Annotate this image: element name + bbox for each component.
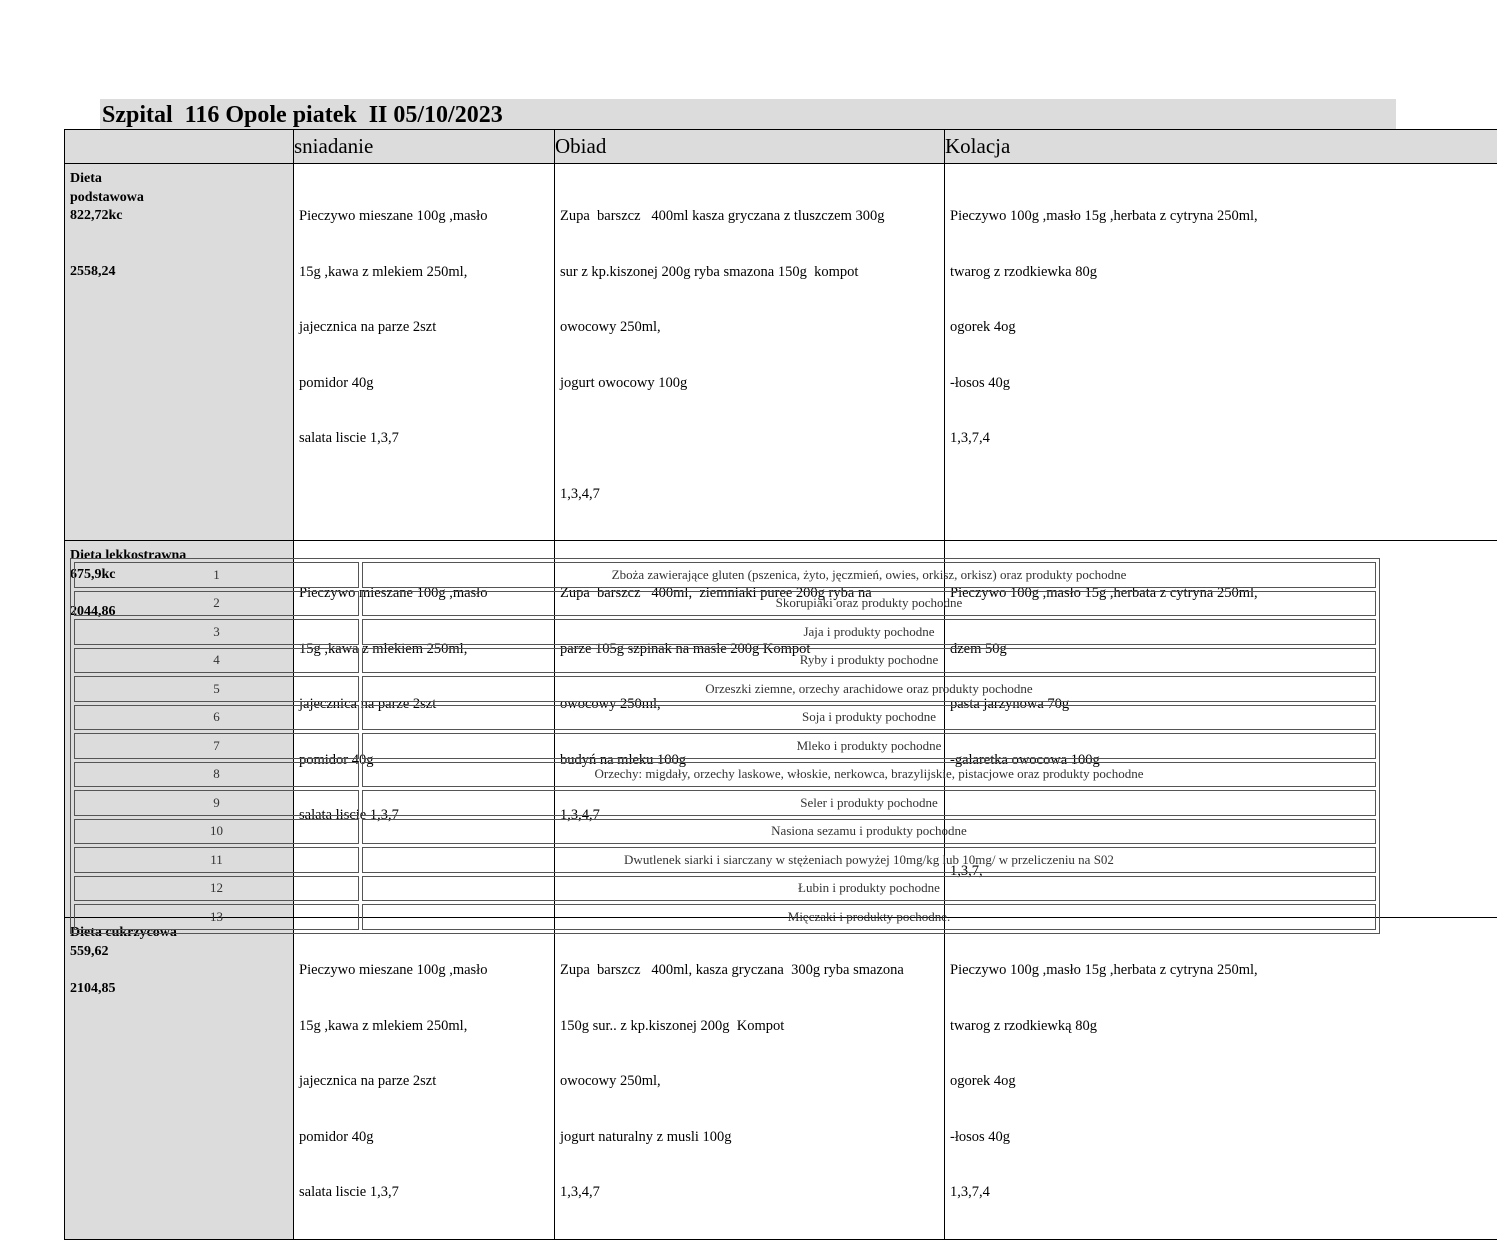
allergen-description: Zboża zawierające gluten (pszenica, żyto, jęczmień, owies, orkisz, orkisz) oraz produkty pochodne xyxy=(362,562,1376,588)
meal-line: budyń na mleku 100g xyxy=(560,751,941,770)
meal-line: jogurt naturalny z musli 100g xyxy=(560,1128,941,1147)
meal-line: salata liscie 1,3,7 xyxy=(299,1183,551,1202)
meal-line: 15g ,kawa z mlekiem 250ml, xyxy=(299,263,551,282)
diet-value: 2044,86 xyxy=(70,603,289,622)
menu-header-kolacja: Kolacja xyxy=(945,130,1497,164)
allergen-number: 3 xyxy=(74,619,359,645)
menu-row-podstawowa xyxy=(65,164,1497,541)
meal-line: twarog z rzodkiewką 80g xyxy=(950,1017,1494,1036)
menu-row-cukrzycowa xyxy=(65,918,1497,1240)
meal-line: pomidor 40g xyxy=(299,374,551,393)
allergen-number: 7 xyxy=(74,733,359,759)
diet-gap xyxy=(70,244,289,263)
allergen-description: Mleko i produkty pochodne xyxy=(362,733,1376,759)
allergen-number: 6 xyxy=(74,705,359,731)
kolacja-cell xyxy=(945,918,1497,1240)
allergen-row xyxy=(74,562,1376,588)
menu-header-obiad: Obiad xyxy=(555,130,945,164)
meal-line: 15g ,kawa z mlekiem 250ml, xyxy=(299,640,551,659)
allergen-number: 11 xyxy=(74,847,359,873)
allergen-table-body xyxy=(74,562,1376,930)
allergen-description: Seler i produkty pochodne xyxy=(362,790,1376,816)
meal-line: owocowy 250ml, xyxy=(560,695,941,714)
allergen-row xyxy=(74,619,1376,645)
meal-line: parze 105g szpinak na masle 200g Kompot xyxy=(560,640,941,659)
meal-line: Pieczywo mieszane 100g ,masło xyxy=(299,961,551,980)
diet-cell xyxy=(65,164,294,541)
meal-line: -galaretka owocowa 100g xyxy=(950,751,1494,770)
title-bar xyxy=(100,99,1396,129)
sniadanie-cell xyxy=(294,918,555,1240)
allergen-row xyxy=(74,847,1376,873)
allergen-row xyxy=(74,676,1376,702)
sniadanie-cell xyxy=(294,164,555,541)
allergen-description: Nasiona sezamu i produkty pochodne xyxy=(362,819,1376,845)
allergen-description: Skorupiaki oraz produkty pochodne xyxy=(362,591,1376,617)
meal-line: jajecznica na parze 2szt xyxy=(299,318,551,337)
meal-line: jajecznica na parze 2szt xyxy=(299,695,551,714)
meal-line: twarog z rzodkiewka 80g xyxy=(950,263,1494,282)
meal-line: Zupa barszcz 400ml kasza gryczana z tluszczem 300g xyxy=(560,207,941,226)
meal-line: 15g ,kawa z mlekiem 250ml, xyxy=(299,1017,551,1036)
allergen-row xyxy=(74,762,1376,788)
allergen-number: 13 xyxy=(74,904,359,930)
meal-line: Pieczywo 100g ,masło 15g ,herbata z cytryna 250ml, xyxy=(950,207,1494,226)
obiad-cell xyxy=(555,164,945,541)
allergen-number: 4 xyxy=(74,648,359,674)
diet-gap xyxy=(70,226,289,245)
meal-line: Pieczywo mieszane 100g ,masło xyxy=(299,584,551,603)
diet-value: 2104,85 xyxy=(70,980,289,999)
allergen-row xyxy=(74,648,1376,674)
allergen-description: Mięczaki i produkty pochodne. xyxy=(362,904,1376,930)
meal-line: pomidor 40g xyxy=(299,751,551,770)
allergen-description: Soja i produkty pochodne xyxy=(362,705,1376,731)
meal-line: ogorek 4og xyxy=(950,1072,1494,1091)
allergen-row xyxy=(74,790,1376,816)
menu-header-sniadanie: sniadanie xyxy=(294,130,555,164)
meal-line: pasta jarzynowa 70g xyxy=(950,695,1494,714)
diet-gap xyxy=(70,961,289,980)
diet-line: Dieta lekkostrawna xyxy=(70,547,289,566)
diet-line: Dieta cukrzycowa xyxy=(70,924,289,943)
meal-line: Pieczywo mieszane 100g ,masło xyxy=(299,207,551,226)
diet-line: Dieta xyxy=(70,170,289,189)
allergen-description: Łubin i produkty pochodne xyxy=(362,876,1376,902)
meal-line: dzem 50g xyxy=(950,640,1494,659)
allergen-row xyxy=(74,876,1376,902)
allergen-row xyxy=(74,904,1376,930)
allergen-description: Orzechy: migdały, orzechy laskowe, włoskie, nerkowca, brazylijskie, pistacjowe oraz produkty pochodne xyxy=(362,762,1376,788)
diet-kcal: 822,72kc xyxy=(70,207,289,226)
allergen-codes: 1,3,4,7 xyxy=(560,806,941,825)
diet-kcal: 559,62 xyxy=(70,943,289,962)
allergen-description: Orzeszki ziemne, orzechy arachidowe oraz produkty pochodne xyxy=(362,676,1376,702)
menu-header-diet xyxy=(65,130,294,164)
allergen-number: 1 xyxy=(74,562,359,588)
meal-line: Pieczywo 100g ,masło 15g ,herbata z cytryna 250ml, xyxy=(950,584,1494,603)
allergen-number: 9 xyxy=(74,790,359,816)
meal-line: salata liscie 1,3,7 xyxy=(299,429,551,448)
allergen-row xyxy=(74,591,1376,617)
allergen-row xyxy=(74,819,1376,845)
meal-line: owocowy 250ml, xyxy=(560,1072,941,1091)
allergen-codes: 1,3,4,7 xyxy=(560,485,941,504)
allergen-codes: 1,3,4,7 xyxy=(560,1183,941,1202)
meal-gap xyxy=(560,429,941,448)
meal-line: Zupa barszcz 400ml, ziemniaki puree 200g ryba na xyxy=(560,584,941,603)
meal-line: 150g sur.. z kp.kiszonej 200g Kompot xyxy=(560,1017,941,1036)
meal-line: Pieczywo 100g ,masło 15g ,herbata z cytryna 250ml, xyxy=(950,961,1494,980)
meal-line: sur z kp.kiszonej 200g ryba smazona 150g kompot xyxy=(560,263,941,282)
allergen-description: Ryby i produkty pochodne xyxy=(362,648,1376,674)
diet-cell xyxy=(65,918,294,1240)
allergen-number: 10 xyxy=(74,819,359,845)
meal-line: pomidor 40g xyxy=(299,1128,551,1147)
diet-line: podstawowa xyxy=(70,189,289,208)
meal-line: salata liscie 1,3,7 xyxy=(299,806,551,825)
page-title: Szpital 116 Opole piatek II 05/10/2023 xyxy=(102,101,503,129)
diet-kcal: 675,9kc xyxy=(70,566,289,585)
meal-line: Zupa barszcz 400ml, kasza gryczana 300g ryba smazona xyxy=(560,961,941,980)
allergen-codes: 1,3,7,4 xyxy=(950,429,1494,448)
diet-value: 2558,24 xyxy=(70,263,289,282)
allergen-description: Dwutlenek siarki i siarczany w stężeniach powyżej 10mg/kg lub 10mg/ w przeliczeniu na S02 xyxy=(362,847,1376,873)
allergen-row xyxy=(74,705,1376,731)
allergen-row xyxy=(74,733,1376,759)
allergen-codes: 1,3,7,4 xyxy=(950,1183,1494,1202)
allergen-number: 12 xyxy=(74,876,359,902)
meal-line: owocowy 250ml, xyxy=(560,318,941,337)
meal-line: jajecznica na parze 2szt xyxy=(299,1072,551,1091)
meal-line: -łosos 40g xyxy=(950,374,1494,393)
menu-header-row xyxy=(65,130,1497,164)
allergen-number: 8 xyxy=(74,762,359,788)
allergen-table xyxy=(70,558,1380,934)
allergen-number: 2 xyxy=(74,591,359,617)
obiad-cell xyxy=(555,918,945,1240)
meal-line: jogurt owocowy 100g xyxy=(560,374,941,393)
allergen-description: Jaja i produkty pochodne xyxy=(362,619,1376,645)
meal-line: -łosos 40g xyxy=(950,1128,1494,1147)
allergen-codes: 1,3,7, xyxy=(950,862,1494,881)
meal-line: ogorek 4og xyxy=(950,318,1494,337)
kolacja-cell xyxy=(945,164,1497,541)
allergen-number: 5 xyxy=(74,676,359,702)
